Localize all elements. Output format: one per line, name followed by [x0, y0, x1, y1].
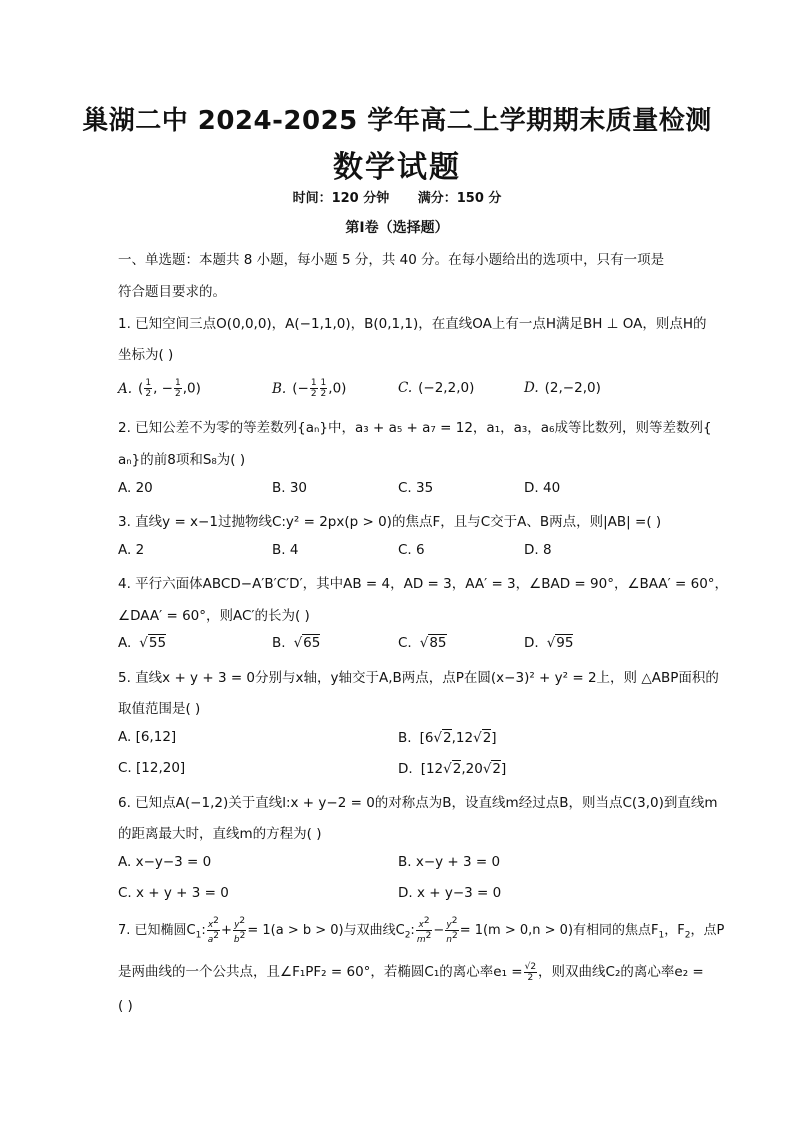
q5-option-b-label: B. — [398, 730, 412, 746]
q1-option-b-label: B. — [272, 380, 287, 397]
q4-option-c-label: C. — [398, 635, 412, 651]
exam-subject: 数学试题 — [333, 150, 461, 185]
q4-option-c-value: 85 — [429, 635, 447, 651]
q7-stem-line3: ( ) — [118, 998, 133, 1014]
q2-stem-line2: aₙ}的前8项和S₈为( ) — [118, 452, 246, 468]
q4-option-d: D. √95 — [524, 635, 574, 651]
exam-score: 满分：150 分 — [417, 191, 502, 206]
q7-stem-line1: 7. 已知椭圆$C_1$: $\frac{x^2}{a^2}$ + $\frac{y^2}{b^2}$ = 1(a > b > 0)与双曲线$C_2$: $\frac{x^2}{m^2}$ − $\frac{y^2}{n^2}$ = 1(m > 0,n > 0)有相同的焦点$F_1$，$F_2$，点P — [118, 916, 725, 945]
q1-stem-line1: 1. 已知空间三点O(0,0,0)，A(−1,1,0)，B(0,1,1)，在直线OA上有一点H满足BH ⊥ OA，则点H的 — [118, 316, 707, 332]
q1-option-b: B. (− $\frac{1}{2}$ $\frac{1}{2}$ ,0) — [272, 378, 347, 399]
q3-option-c: C. 6 — [398, 542, 425, 558]
q6-option-c: C. x + y + 3 = 0 — [118, 885, 229, 901]
q7-stem-line2-end: ，则双曲线C₂的离心率e₂ = — [538, 964, 704, 980]
q7-stem-line2: 是两曲线的一个公共点，且∠F₁PF₂ = 60°，若椭圆C₁的离心率e₁ = $\frac{√2}{2}$ ，则双曲线C₂的离心率e₂ = — [118, 961, 704, 983]
q6-option-a: A. x−y−3 = 0 — [118, 854, 212, 870]
exam-meta — [0, 187, 794, 206]
q4-stem-line1: 4. 平行六面体ABCD−A′B′C′D′，其中AB = 4，AD = 3，AA′ = 3，∠BAD = 90°，∠BAA′ = 60°， — [118, 576, 729, 592]
q6-option-b: B. x−y + 3 = 0 — [398, 854, 501, 870]
exam-time: 时间：120 分钟 — [292, 191, 390, 206]
q2-option-a: A. 20 — [118, 480, 153, 496]
q5-option-a: A. [6,12] — [118, 729, 177, 745]
section-intro-line2: 符合题目要求的。 — [118, 284, 226, 300]
q1-option-a-label: A. — [118, 380, 133, 397]
q3-option-a: A. 2 — [118, 542, 145, 558]
q6-stem-line1: 6. 已知点A(−1,2)关于直线l:x + y−2 = 0的对称点为B，设直线m经过点B，则当点C(3,0)到直线m — [118, 795, 718, 811]
q5-option-d: D. [12√2,20√2] — [398, 761, 507, 777]
q4-option-b-value: 65 — [303, 635, 321, 651]
q5-stem-line1: 5. 直线x + y + 3 = 0分别与x轴，y轴交于A,B两点，点P在圆(x−3)² + y² = 2上，则 △ABP面积的 — [118, 670, 719, 686]
q1-option-a: A. ( $\frac{1}{2}$ , − $\frac{1}{2}$ ,0) — [118, 378, 201, 399]
volume-heading: 第Ⅰ卷（选择题） — [345, 220, 449, 236]
q4-option-b-label: B. — [272, 635, 286, 651]
q4-option-b: B. √65 — [272, 635, 321, 651]
q2-option-c: C. 35 — [398, 480, 434, 496]
q3-stem-line1: 3. 直线y = x−1过抛物线C:y² = 2px(p > 0)的焦点F，且与C交于A、B两点，则|AB| =( ) — [118, 514, 662, 530]
q2-option-b: B. 30 — [272, 480, 308, 496]
q1-option-c-label: C. — [398, 380, 413, 396]
q2-option-d: D. 40 — [524, 480, 561, 496]
q4-option-d-value: 95 — [556, 635, 574, 651]
q5-stem-line2: 取值范围是( ) — [118, 701, 201, 717]
q5-option-d-label: D. — [398, 761, 413, 777]
exam-title: 巢湖二中 2024-2025 学年高二上学期期末质量检测 — [82, 106, 712, 136]
q4-option-a-label: A. — [118, 635, 132, 651]
q7-stem-line2-text: 是两曲线的一个公共点，且∠F₁PF₂ = 60°，若椭圆C₁的离心率e₁ = — [118, 964, 523, 980]
q1-option-c — [398, 380, 474, 396]
q1-stem-line2: 坐标为( ) — [118, 347, 174, 363]
q3-option-d: D. 8 — [524, 542, 552, 558]
section-intro-line1: 一、单选题：本题共 8 小题，每小题 5 分，共 40 分。在每小题给出的选项中，只有一项是 — [118, 252, 665, 268]
q5-option-c: C. [12,20] — [118, 760, 186, 776]
q6-stem-line2: 的距离最大时，直线m的方程为( ) — [118, 826, 322, 842]
q1-option-c-text: (−2,2,0) — [418, 380, 475, 396]
q4-stem-line2: ∠DAA′ = 60°，则AC′的长为( ) — [118, 608, 310, 624]
q4-option-d-label: D. — [524, 635, 539, 651]
q5-option-b: B. [6√2,12√2] — [398, 730, 497, 746]
q4-option-a: A. √55 — [118, 635, 167, 651]
q2-stem-line1: 2. 已知公差不为零的等差数列{aₙ}中，a₃ + a₅ + a₇ = 12，a₁，a₃，a₆成等比数列，则等差数列{ — [118, 420, 712, 436]
q1-option-d-label: D. — [524, 380, 539, 396]
q3-option-b: B. 4 — [272, 542, 299, 558]
q1-option-d — [524, 380, 601, 396]
q1-option-d-text: (2,−2,0) — [544, 380, 601, 396]
q4-option-c: C. √85 — [398, 635, 447, 651]
q4-option-a-value: 55 — [148, 635, 167, 651]
q6-option-d: D. x + y−3 = 0 — [398, 885, 502, 901]
